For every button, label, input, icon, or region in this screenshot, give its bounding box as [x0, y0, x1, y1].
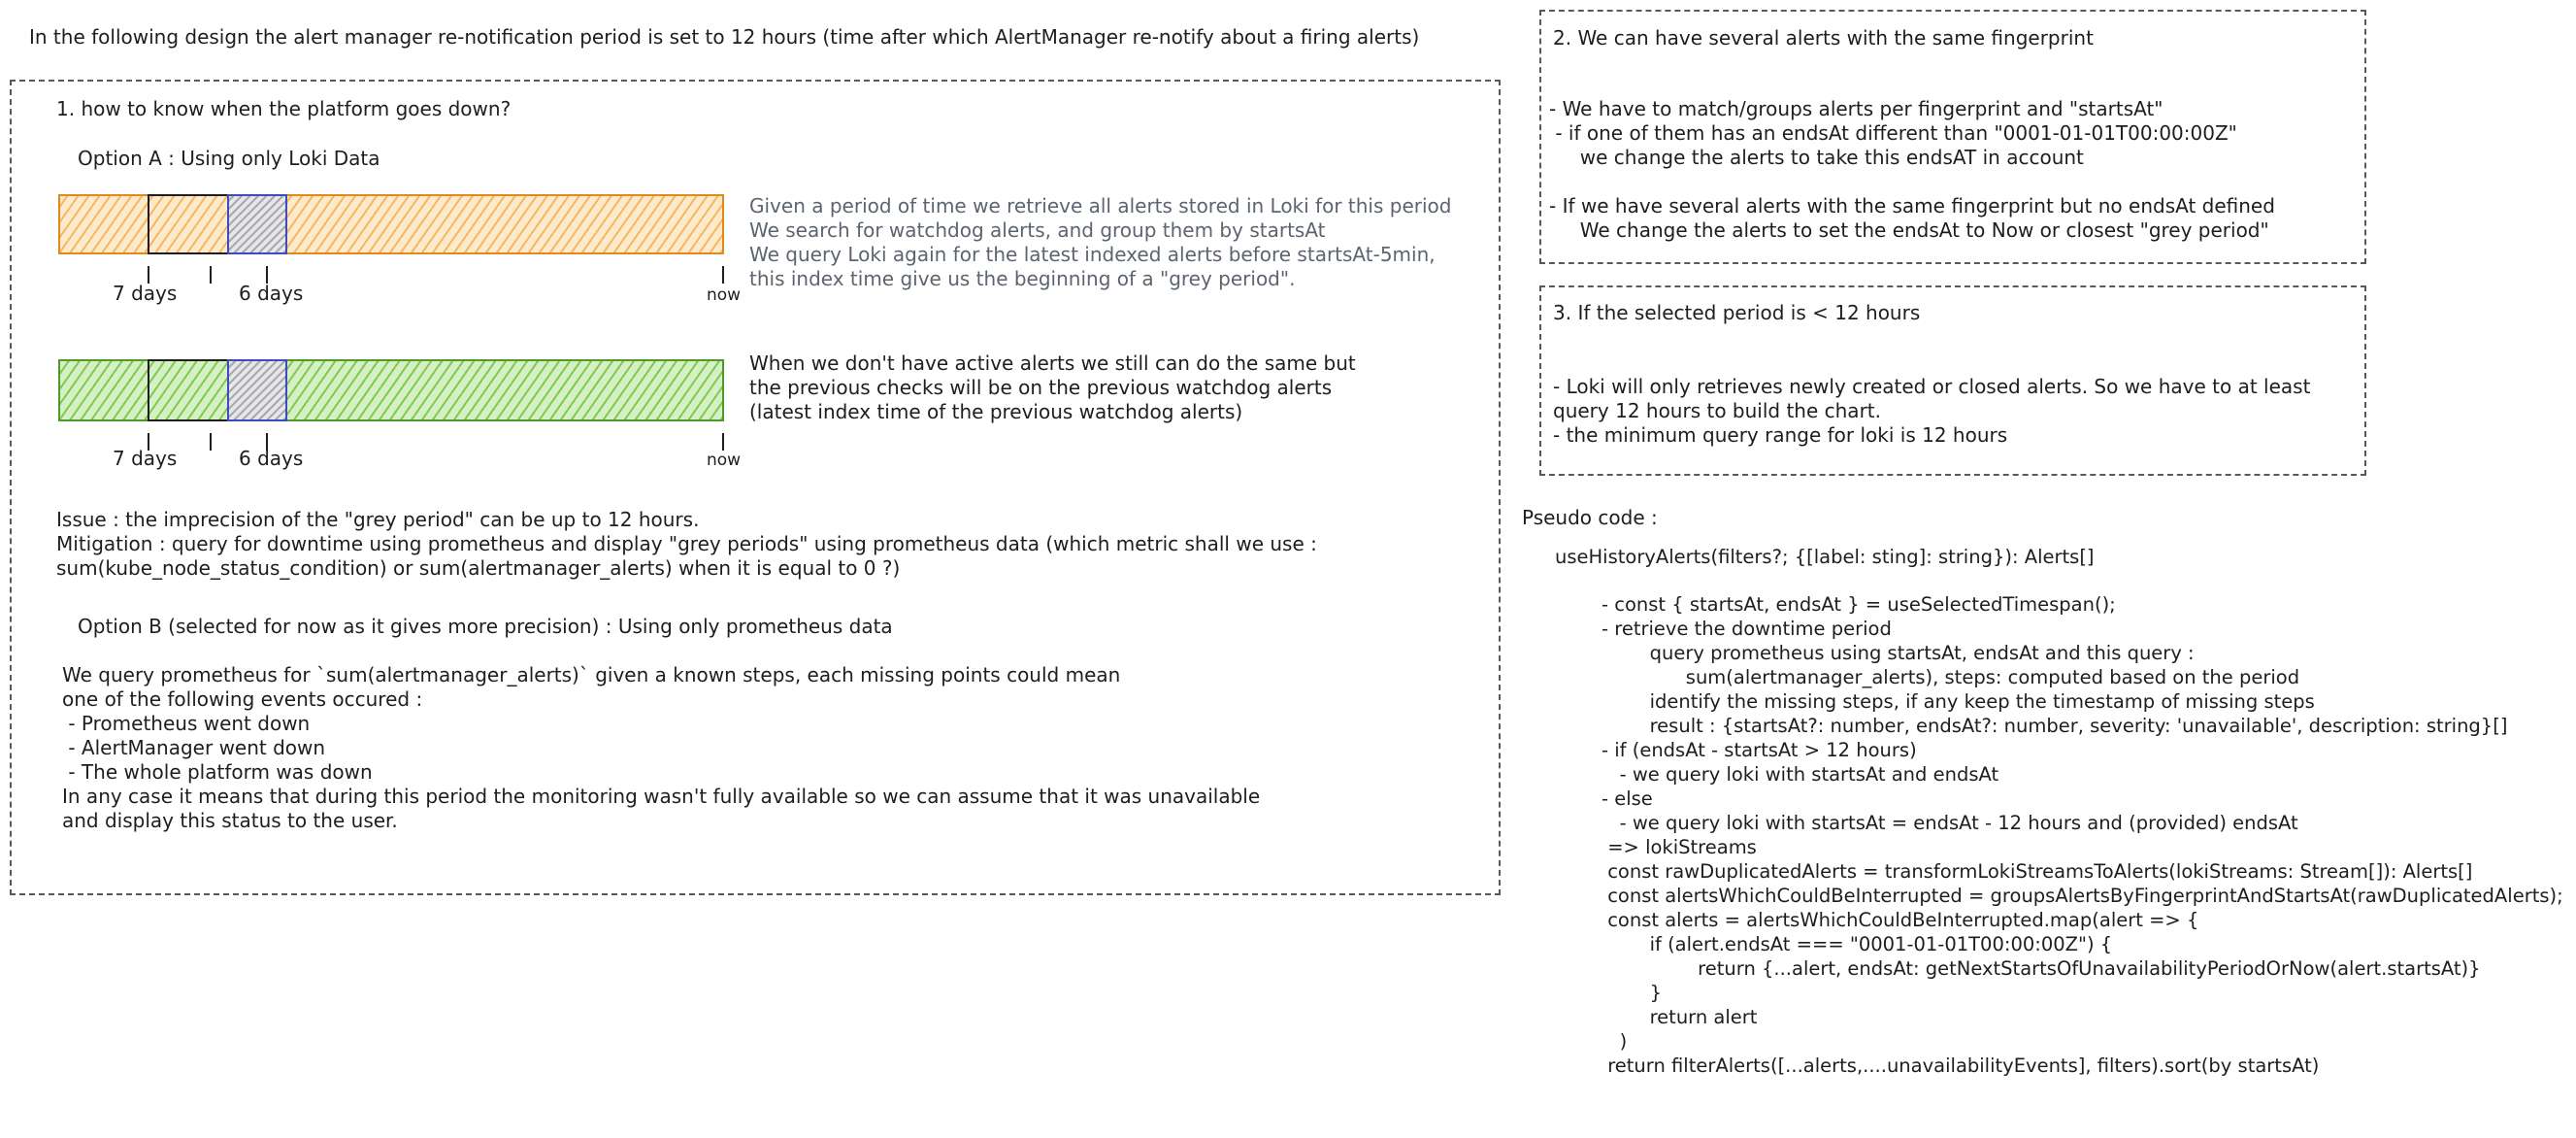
timeline-1-tick-mid — [210, 266, 212, 284]
section-3-heading: 3. If the selected period is < 12 hours — [1553, 301, 1921, 324]
section-2-line-5: - If we have several alerts with the same fingerprint but no endsAt defined — [1549, 194, 2275, 218]
pseudo-code-title: Pseudo code : — [1522, 506, 1658, 529]
option-a-title: Option A : Using only Loki Data — [78, 147, 380, 170]
issue-line-1: Issue : the imprecision of the "grey period" can be up to 12 hours. — [56, 508, 700, 531]
issue-line-3: sum(kube_node_status_condition) or sum(alertmanager_alerts) when it is equal to 0 ?) — [56, 556, 901, 580]
code-line: - retrieve the downtime period — [1602, 618, 1892, 640]
code-line: const alerts = alertsWhichCouldBeInterrupted.map(alert => { — [1602, 909, 2199, 931]
timeline-2-text-1: When we don't have active alerts we still can do the same but — [749, 351, 1356, 375]
timeline-1-text-3: We query Loki again for the latest indexed alerts before startsAt-5min, — [749, 243, 1436, 266]
timeline-2-label-now: now — [707, 451, 742, 470]
timeline-2-grey-period — [227, 359, 287, 421]
timeline-1-label-7days: 7 days — [113, 282, 178, 305]
timeline-1-text-2: We search for watchdog alerts, and group them by startsAt — [749, 218, 1326, 242]
code-line: - if (endsAt - startsAt > 12 hours) — [1602, 739, 1917, 761]
timeline-2-label-7days: 7 days — [113, 447, 178, 470]
pseudo-code-signature: useHistoryAlerts(filters?; {[label: sting]: string}): Alerts[] — [1555, 546, 2095, 568]
option-b-line-3: - Prometheus went down — [62, 712, 311, 735]
timeline-2-text-2: the previous checks will be on the previous watchdog alerts — [749, 376, 1333, 399]
code-line: const rawDuplicatedAlerts = transformLokiStreamsToAlerts(lokiStreams: Stream[]): Alerts[] — [1602, 860, 2473, 883]
timeline-2-bar — [58, 359, 724, 421]
option-b-line-7: and display this status to the user. — [62, 809, 398, 832]
timeline-1-label-6days: 6 days — [239, 282, 304, 305]
section-3-line-1: - Loki will only retrieves newly created or closed alerts. So we have to at least — [1553, 375, 2311, 398]
timeline-1-text-4: this index time give us the beginning of a "grey period". — [749, 267, 1296, 290]
header-note: In the following design the alert manager re-notification period is set to 12 hours (time after which AlertManager re-notify about a firing alerts) — [29, 25, 1420, 49]
timeline-1-text-1: Given a period of time we retrieve all alerts stored in Loki for this period — [749, 194, 1452, 218]
code-line: - we query loki with startsAt = endsAt - 12 hours and (provided) endsAt — [1602, 812, 2298, 834]
timeline-2-text-3: (latest index time of the previous watchdog alerts) — [749, 400, 1243, 423]
option-b-line-6: In any case it means that during this period the monitoring wasn't fully available so we can assume that it was unavailable — [62, 785, 1261, 808]
section-3-line-2: query 12 hours to build the chart. — [1553, 399, 1881, 422]
code-line: const alertsWhichCouldBeInterrupted = groupsAlertsByFingerprintAndStartsAt(rawDuplicatedAlerts); — [1602, 885, 2563, 907]
option-b-line-4: - AlertManager went down — [62, 736, 326, 759]
code-line: return {...alert, endsAt: getNextStartsOfUnavailabilityPeriodOrNow(alert.startsAt)} — [1602, 957, 2481, 980]
timeline-2-tick-mid — [210, 433, 212, 451]
issue-line-2: Mitigation : query for downtime using prometheus and display "grey periods" using prometheus data (which metric shall we use : — [56, 532, 1317, 555]
section-3-line-3: - the minimum query range for loki is 12 hours — [1553, 423, 2008, 447]
code-line: return alert — [1602, 1006, 1758, 1028]
section-2-line-1: - We have to match/groups alerts per fingerprint and "startsAt" — [1549, 97, 2163, 120]
timeline-1-tick-now — [722, 266, 724, 284]
code-line: sum(alertmanager_alerts), steps: computed based on the period — [1602, 666, 2300, 688]
timeline-1-label-now: now — [707, 285, 742, 305]
timeline-1-bar — [58, 194, 724, 254]
code-line: ) — [1602, 1030, 1628, 1053]
section-2-line-6: We change the alerts to set the endsAt to Now or closest "grey period" — [1549, 218, 2269, 242]
code-line: return filterAlerts([...alerts,....unavailabilityEvents], filters).sort(by startsAt) — [1602, 1054, 2320, 1077]
code-line: } — [1602, 982, 1662, 1004]
section-1-heading: 1. how to know when the platform goes down? — [56, 97, 512, 120]
timeline-2-label-6days: 6 days — [239, 447, 304, 470]
option-b-line-1: We query prometheus for `sum(alertmanager_alerts)` given a known steps, each missing points could mean — [62, 663, 1121, 686]
option-b-line-5: - The whole platform was down — [62, 760, 373, 784]
section-2-heading: 2. We can have several alerts with the same fingerprint — [1553, 26, 2094, 50]
code-line: - we query loki with startsAt and endsAt — [1602, 763, 1999, 786]
code-line: identify the missing steps, if any keep the timestamp of missing steps — [1602, 690, 2315, 713]
code-line: result : {startsAt?: number, endsAt?: number, severity: 'unavailable', description: string}[] — [1602, 715, 2508, 737]
code-line: - const { startsAt, endsAt } = useSelectedTimespan(); — [1602, 593, 2116, 616]
option-b-title: Option B (selected for now as it gives more precision) : Using only prometheus data — [78, 615, 893, 638]
code-line: query prometheus using startsAt, endsAt and this query : — [1602, 642, 2195, 664]
section-2-line-2: - if one of them has an endsAt different than "0001-01-01T00:00:00Z" — [1549, 121, 2237, 145]
code-line: => lokiStreams — [1602, 836, 1757, 858]
timeline-1-grey-period — [227, 194, 287, 254]
section-2-line-3: we change the alerts to take this endsAT in account — [1549, 146, 2084, 169]
option-b-line-2: one of the following events occured : — [62, 687, 423, 711]
code-line: if (alert.endsAt === "0001-01-01T00:00:00Z") { — [1602, 933, 2113, 955]
code-line: - else — [1602, 787, 1653, 810]
